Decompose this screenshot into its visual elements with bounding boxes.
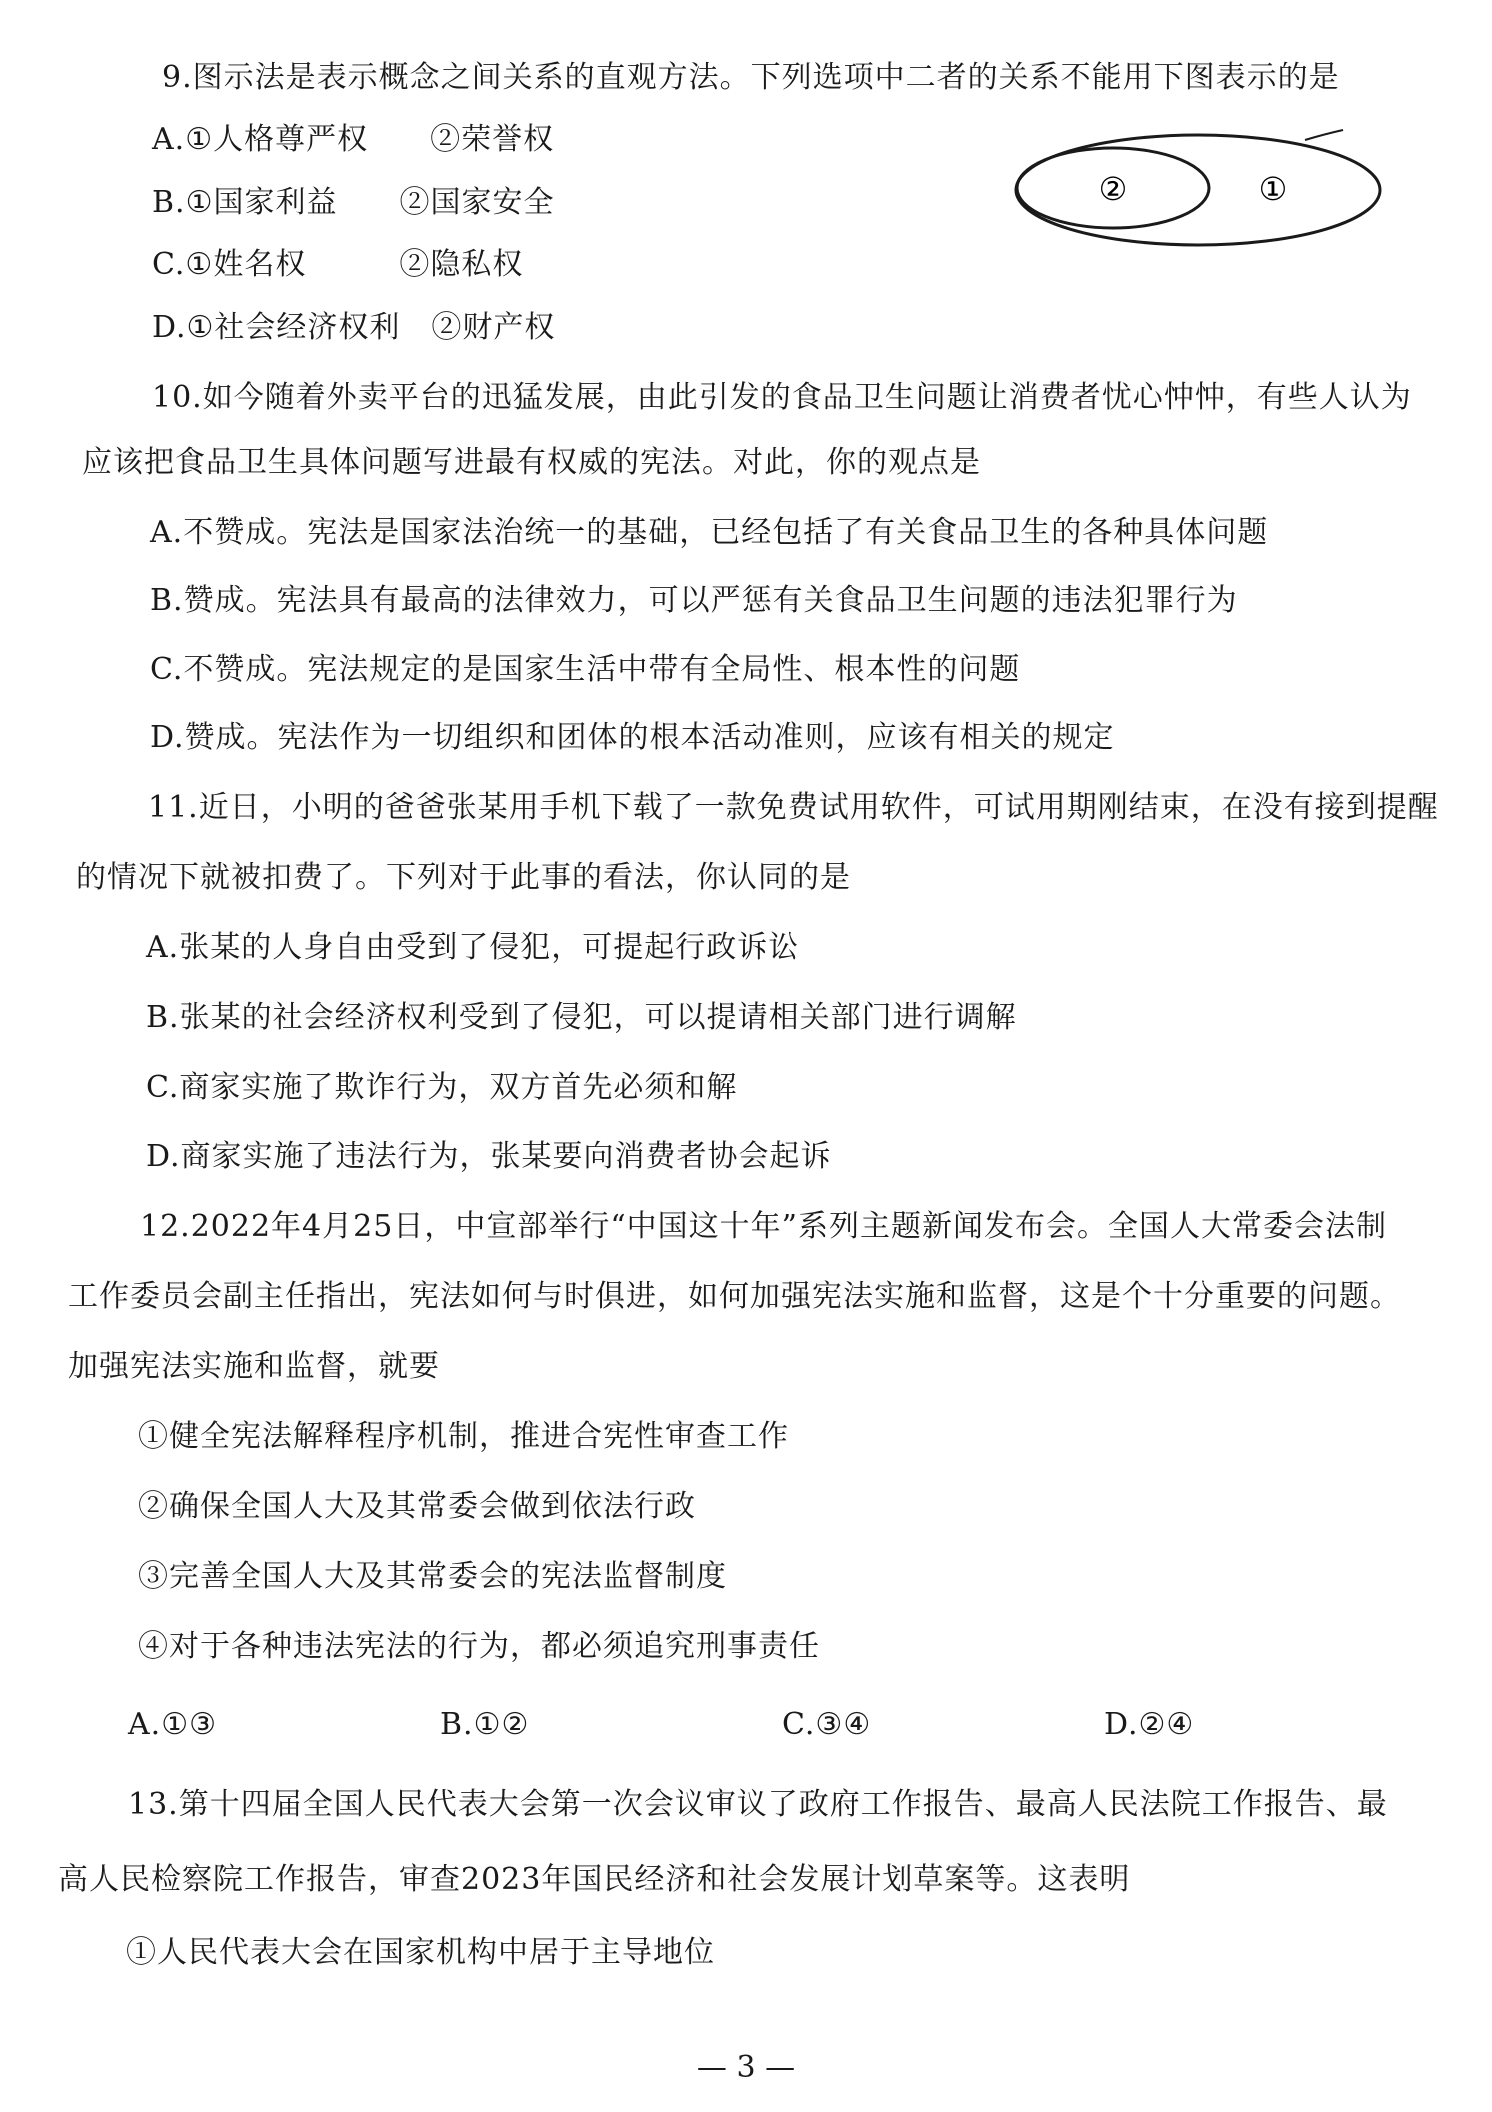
q11-stem-line2: 的情况下就被扣费了。下列对于此事的看法，你认同的是 bbox=[76, 860, 851, 895]
q10-stem-line1: 10.如今随着外卖平台的迅猛发展，由此引发的食品卫生问题让消费者忧心忡忡，有些人认为 bbox=[152, 380, 1412, 415]
q11-option-c: C.商家实施了欺诈行为，双方首先必须和解 bbox=[146, 1070, 738, 1105]
q12-item-3: ③完善全国人大及其常委会的宪法监督制度 bbox=[138, 1559, 727, 1594]
q12-option-d: D.②④ bbox=[1104, 1707, 1195, 1742]
q9-stem: 9.图示法是表示概念之间关系的直观方法。下列选项中二者的关系不能用下图表示的是 bbox=[162, 60, 1340, 95]
q12-option-b: B.①② bbox=[440, 1707, 530, 1742]
page-number: — 3 — bbox=[696, 2050, 796, 2085]
q11-option-d: D.商家实施了违法行为，张某要向消费者协会起诉 bbox=[146, 1139, 832, 1174]
q11-stem-line1: 11.近日，小明的爸爸张某用手机下载了一款免费试用软件，可试用期刚结束，在没有接到提醒 bbox=[148, 790, 1439, 825]
q9-option-b: B.①国家利益 ②国家安全 bbox=[152, 185, 555, 220]
q10-option-b: B.赞成。宪法具有最高的法律效力，可以严惩有关食品卫生问题的违法犯罪行为 bbox=[150, 583, 1238, 618]
diagram-label-outer: ① bbox=[1258, 170, 1288, 208]
q9-option-a: A.①人格尊严权 ②荣誉权 bbox=[152, 122, 555, 157]
q10-option-d: D.赞成。宪法作为一切组织和团体的根本活动准则，应该有相关的规定 bbox=[150, 720, 1115, 755]
diagram-label-inner: ② bbox=[1098, 170, 1128, 208]
q10-stem-line2: 应该把食品卫生具体问题写进最有权威的宪法。对此，你的观点是 bbox=[82, 445, 981, 480]
venn-svg bbox=[1005, 128, 1385, 258]
q9-venn-diagram bbox=[1005, 128, 1385, 258]
q12-option-c: C.③④ bbox=[782, 1707, 872, 1742]
q11-option-a: A.张某的人身自由受到了侵犯，可提起行政诉讼 bbox=[146, 930, 800, 965]
pen-stroke bbox=[1305, 130, 1343, 140]
q10-option-c: C.不赞成。宪法规定的是国家生活中带有全局性、根本性的问题 bbox=[150, 652, 1021, 687]
q13-stem-line2: 高人民检察院工作报告，审查2023年国民经济和社会发展计划草案等。这表明 bbox=[58, 1862, 1131, 1897]
q9-option-c: C.①姓名权 ②隐私权 bbox=[152, 247, 524, 282]
q12-item-4: ④对于各种违法宪法的行为，都必须追究刑事责任 bbox=[138, 1629, 820, 1664]
q12-stem-line3: 加强宪法实施和监督，就要 bbox=[68, 1349, 440, 1384]
q12-stem-line2: 工作委员会副主任指出，宪法如何与时俱进，如何加强宪法实施和监督，这是个十分重要的问题。 bbox=[68, 1279, 1401, 1314]
q12-option-a: A.①③ bbox=[128, 1707, 217, 1742]
q9-option-d: D.①社会经济权利 ②财产权 bbox=[152, 310, 556, 345]
q13-stem-line1: 13.第十四届全国人民代表大会第一次会议审议了政府工作报告、最高人民法院工作报告、最 bbox=[128, 1787, 1388, 1822]
q12-stem-line1: 12.2022年4月25日，中宣部举行“中国这十年”系列主题新闻发布会。全国人大常委会法制 bbox=[140, 1209, 1387, 1244]
q10-option-a: A.不赞成。宪法是国家法治统一的基础，已经包括了有关食品卫生的各种具体问题 bbox=[150, 515, 1269, 550]
q13-item-1: ①人民代表大会在国家机构中居于主导地位 bbox=[126, 1935, 715, 1970]
q12-item-2: ②确保全国人大及其常委会做到依法行政 bbox=[138, 1489, 696, 1524]
q11-option-b: B.张某的社会经济权利受到了侵犯，可以提请相关部门进行调解 bbox=[146, 1000, 1017, 1035]
q12-item-1: ①健全宪法解释程序机制，推进合宪性审查工作 bbox=[138, 1419, 789, 1454]
